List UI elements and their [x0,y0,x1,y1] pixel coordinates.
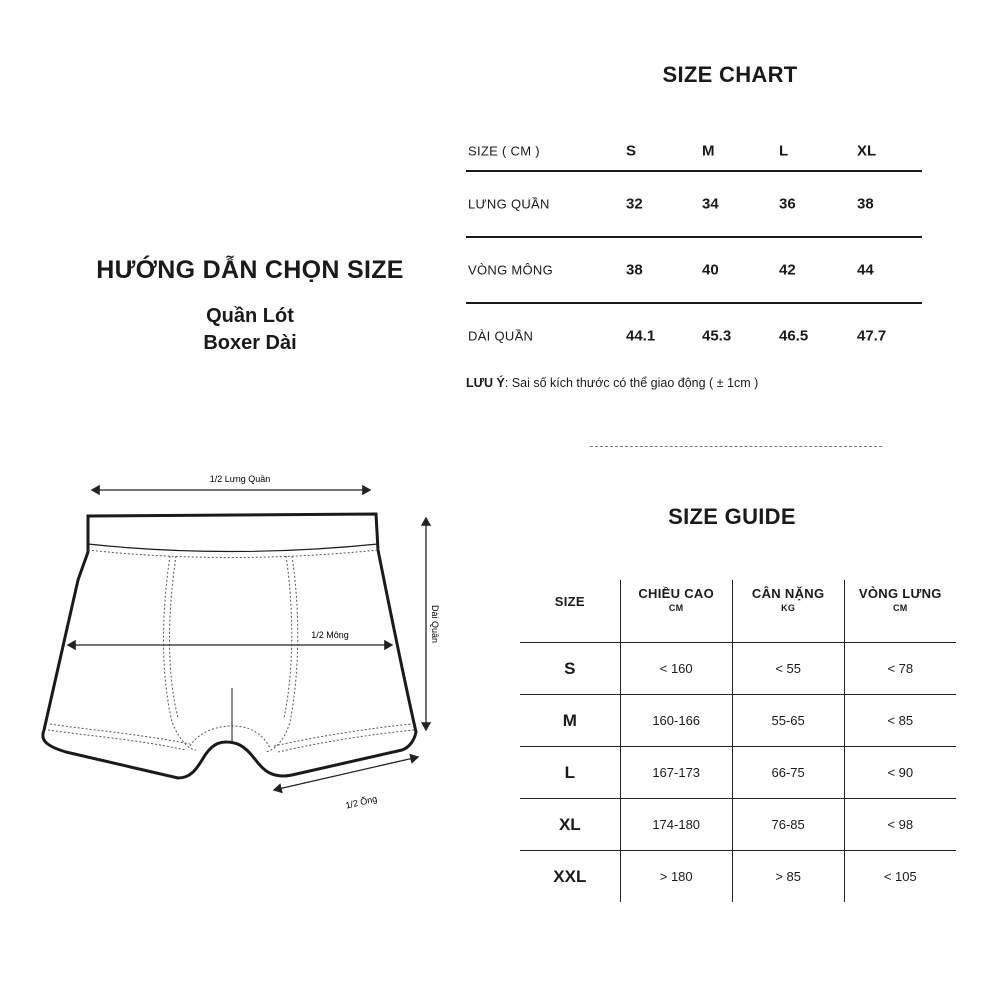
size-guide-row [520,695,956,747]
size-guide-header-unit: CM [668,603,684,613]
waist-label: 1/2 Lưng Quần [209,474,271,484]
size-guide-header-label: CÂN NẶNG [751,586,825,601]
hem-stitch [274,724,412,746]
front-panel-stitch [284,556,292,718]
size-guide-weight: > 85 [732,851,844,903]
product-name [40,303,460,357]
size-guide-waist: < 85 [844,695,956,747]
size-guide-header-label: SIZE [554,594,585,609]
size-guide-waist: < 78 [844,643,956,695]
size-chart-value: 44.1 [626,327,656,345]
size-guide-row [520,643,956,695]
size-chart-row-hip [466,238,922,304]
size-guide-row [520,851,956,903]
size-guide-header-label: CHIỀU CAO [638,586,715,601]
size-chart-value: 38 [857,195,874,213]
section-divider [590,446,882,447]
size-guide-height: 174-180 [620,799,732,851]
size-note [466,376,758,390]
size-guide-table [520,580,956,902]
size-guide-row [520,799,956,851]
size-guide-weight: 66-75 [732,747,844,799]
size-guide-weight: 55-65 [732,695,844,747]
size-guide-size: XXL [553,866,587,886]
size-chart-header-size: M [702,142,715,160]
leg-label: 1/2 Ống [344,793,379,811]
product-name-line2: Boxer Dài [203,332,297,354]
length-label: Dài Quần [430,604,440,644]
size-chart-row-label: LƯNG QUẦN [468,196,550,212]
size-chart-value: 44 [857,261,874,279]
size-guide-height: < 160 [620,643,732,695]
crotch-stitch [190,726,270,748]
size-chart-header-size: XL [857,142,877,160]
size-chart-value: 34 [702,195,719,213]
size-chart-header-size: L [779,142,789,160]
size-chart-value: 32 [626,195,643,213]
product-name-line1: Quần Lót [206,305,294,327]
size-chart-row-label: VÒNG MÔNG [468,262,554,278]
size-chart-header-label: SIZE ( CM ) [468,143,540,159]
size-guide-row [520,747,956,799]
size-chart-value: 40 [702,261,719,279]
size-guide-header-row [520,580,956,643]
size-chart-row-label: DÀI QUẦN [468,328,534,344]
size-guide-header-unit: KG [781,603,796,613]
waistband-line [88,544,378,552]
size-chart-table [466,132,922,368]
size-chart-header-size: S [626,142,637,160]
boxer-diagram [30,460,460,830]
size-chart-value: 38 [626,261,643,279]
size-note-text: : Sai số kích thước có thể giao động ( ± 1cm ) [504,376,759,390]
size-guide-height: 160-166 [620,695,732,747]
size-guide-size: L [564,762,576,782]
hip-label: 1/2 Mông [311,630,349,640]
size-guide-size: S [564,658,576,678]
size-chart-row-waist [466,172,922,238]
page-title: HƯỚNG DẪN CHỌN SIZE [96,256,404,284]
size-guide-header [520,580,620,643]
size-chart-value: 45.3 [702,327,732,345]
size-guide-size: XL [558,814,581,834]
size-note-label: LƯU Ý [466,376,505,390]
size-chart-value: 46.5 [779,327,809,345]
size-chart-value: 36 [779,195,796,213]
size-guide-header-label: VÒNG LƯNG [858,586,942,601]
size-guide-height: 167-173 [620,747,732,799]
size-chart-title: SIZE CHART [662,62,798,87]
size-guide-header-unit: CM [892,603,908,613]
size-guide-header [844,580,956,643]
size-guide-waist: < 90 [844,747,956,799]
size-chart-row-length [466,304,922,368]
boxer-outline [43,514,416,778]
size-guide-waist: < 98 [844,799,956,851]
size-guide-weight: < 55 [732,643,844,695]
size-guide-title: SIZE GUIDE [668,504,796,529]
size-guide-weight: 76-85 [732,799,844,851]
front-panel-stitch [164,556,197,750]
front-panel-stitch [170,556,179,718]
size-guide-header [732,580,844,643]
hem-stitch [50,724,190,744]
size-chart-value: 42 [779,261,796,279]
front-panel-stitch [266,556,298,752]
size-guide-height: > 180 [620,851,732,903]
size-chart-header-row [466,132,922,172]
size-guide-header [620,580,732,643]
size-chart-value: 47.7 [857,327,887,345]
size-guide-size: M [562,710,577,730]
size-guide-waist: < 105 [844,851,956,903]
